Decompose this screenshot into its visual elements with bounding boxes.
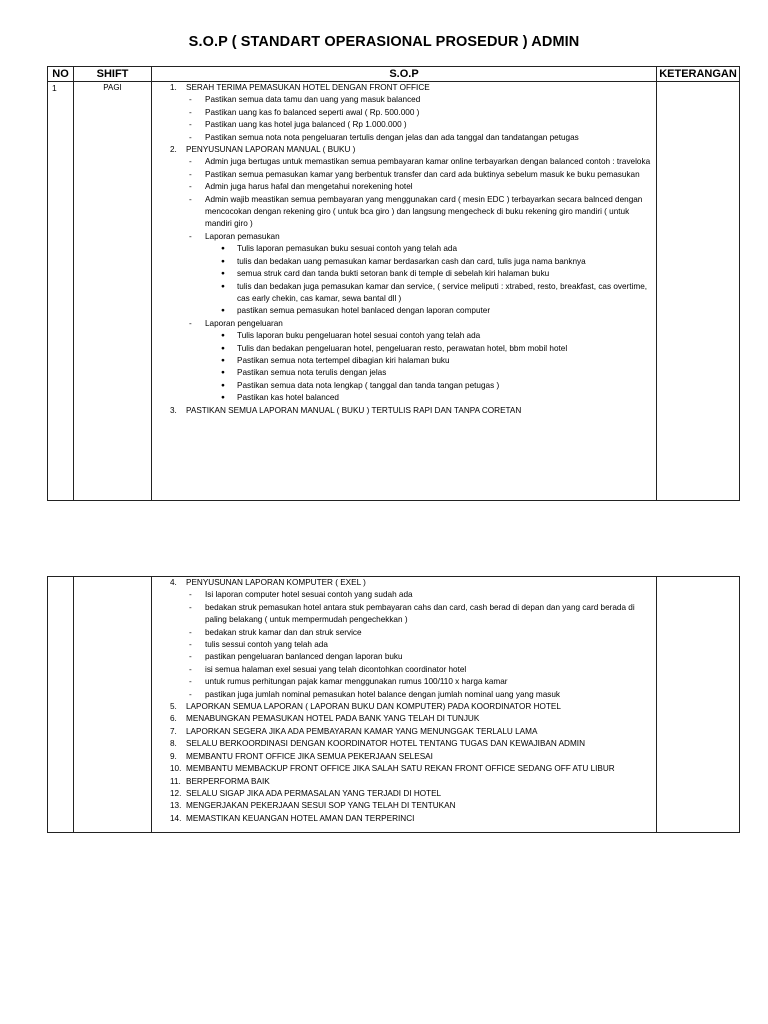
sop-item-text: LAPORKAN SEGERA JIKA ADA PEMBAYARAN KAMAR YANG MENUNGGAK TERLALU LAMA	[186, 726, 538, 736]
sop-bullet-item	[170, 380, 652, 392]
sop-bullet-item	[170, 305, 652, 317]
header-sop: S.O.P	[152, 67, 657, 82]
dash-marker: -	[189, 664, 192, 674]
sop-table-page-1	[47, 66, 740, 501]
bullet-icon: ●	[221, 369, 225, 377]
sop-item	[170, 788, 652, 800]
dash-marker: -	[189, 590, 192, 600]
bullet-icon: ●	[221, 307, 225, 315]
sop-item	[170, 701, 652, 713]
sop-subitem	[170, 589, 652, 601]
sop-subitem	[170, 119, 652, 131]
bullet-icon: ●	[221, 394, 225, 402]
sop-subitem-text: Admin juga bertugas untuk memastikan semua pembayaran kamar online terbayarkan dengan balanced contoh : traveloka	[205, 157, 651, 167]
sop-item-number: 14.	[170, 813, 182, 823]
dash-marker: -	[189, 120, 192, 130]
sop-bullet-item	[170, 268, 652, 280]
sop-item	[170, 726, 652, 738]
sop-subitem-text: tulis sessui contoh yang telah ada	[205, 640, 328, 650]
sop-subitem	[170, 94, 652, 106]
sop-item	[170, 763, 652, 775]
bullet-icon: ●	[221, 356, 225, 364]
sop-item	[170, 713, 652, 725]
sop-subitem-text: Laporan pengeluaran	[205, 318, 283, 328]
dash-marker: -	[189, 231, 192, 241]
sop-subitem	[170, 676, 652, 688]
sop-bullet-text: tulis dan bedakan uang pemasukan kamar berdasarkan cash dan card, tulis juga nama banknya	[237, 256, 586, 266]
sop-bullet-text: Pastikan semua nota terulis dengan jelas	[237, 368, 387, 378]
sop-item	[170, 813, 652, 825]
sop-item-number: 3.	[170, 405, 177, 415]
sop-item-number: 2.	[170, 145, 177, 155]
sop-bullet-item	[170, 355, 652, 367]
sop-item	[170, 577, 652, 589]
keterangan-cell	[657, 577, 740, 833]
sop-subitem-text: Admin juga harus hafal dan mengetahui norekening hotel	[205, 182, 413, 192]
keterangan-cell	[657, 82, 740, 501]
header-keterangan: KETERANGAN	[657, 67, 740, 82]
sop-bullet-text: Tulis laporan pemasukan buku sesuai contoh yang telah ada	[237, 244, 457, 254]
sop-bullet-item	[170, 243, 652, 255]
sop-subitem-text: Pastikan semua pemasukan kamar yang berbentuk transfer dan card ada buktinya sebelum masuk ke buku pemasukan	[205, 169, 640, 179]
bullet-icon: ●	[221, 257, 225, 265]
row-shift: PAGI	[74, 82, 152, 501]
sop-subitem-text: Laporan pemasukan	[205, 231, 280, 241]
sop-item-number: 1.	[170, 83, 177, 92]
sop-bullet-text: Tulis laporan buku pengeluaran hotel sesuai contoh yang telah ada	[237, 331, 481, 341]
sop-bullet-item	[170, 281, 652, 306]
sop-item-text: MENABUNGKAN PEMASUKAN HOTEL PADA BANK YANG TELAH DI TUNJUK	[186, 714, 480, 724]
sop-item-number: 13.	[170, 801, 182, 811]
sop-bullet-text: Tulis dan bedakan pengeluaran hotel, pengeluaran resto, perawatan hotel, bbm mobil hotel	[237, 343, 568, 353]
sop-item-number: 7.	[170, 726, 177, 736]
dash-marker: -	[189, 182, 192, 192]
sop-item-number: 8.	[170, 739, 177, 749]
bullet-icon: ●	[221, 344, 225, 352]
sop-subitem	[170, 156, 652, 168]
sop-bullet-text: semua struk card dan tanda bukti setoran bank di temple di sebelah kiri halaman buku	[237, 269, 550, 279]
sop-subitem-text: isi semua halaman exel sesuai yang telah dicontohkan coordinator hotel	[205, 664, 467, 674]
dash-marker: -	[189, 95, 192, 105]
sop-item-text: SELALU BERKOORDINASI DENGAN KOORDINATOR HOTEL TENTANG TUGAS DAN KEWAJIBAN ADMIN	[186, 739, 585, 749]
dash-marker: -	[189, 689, 192, 699]
sop-item-text: PASTIKAN SEMUA LAPORAN MANUAL ( BUKU ) TERTULIS RAPI DAN TANPA CORETAN	[186, 405, 522, 415]
sop-item-number: 11.	[170, 776, 181, 786]
page-title: S.O.P ( STANDART OPERASIONAL PROSEDUR ) ADMIN	[188, 34, 580, 50]
sop-item-text: PENYUSUNAN LAPORAN MANUAL ( BUKU )	[186, 145, 356, 155]
sop-subitem	[170, 107, 652, 119]
sop-item	[170, 800, 652, 812]
table-header-row	[48, 67, 740, 82]
bullet-icon: ●	[221, 381, 225, 389]
sop-item	[170, 405, 652, 417]
bullet-icon: ●	[221, 282, 225, 290]
sop-bullet-text: Pastikan semua nota tertempel dibagian kiri halaman buku	[237, 355, 450, 365]
sop-subitem	[170, 231, 652, 243]
sop-bullet-text: tulis dan bedakan juga pemasukan kamar dan service, ( service meliputi : xtrabed, resto, breakfast, cas overtime, cas early chekin, cas kamar, sewa bantal dll )	[237, 281, 648, 303]
sop-item-text: PENYUSUNAN LAPORAN KOMPUTER ( EXEL )	[186, 578, 366, 587]
sop-subitem-text: bedakan struk pemasukan hotel antara stuk pembayaran cahs dan card, cash berad di depan dan yang card berada di paling belakang ( untuk mempermudah pengechekkan )	[205, 602, 635, 625]
row-shift-empty	[74, 577, 152, 833]
sop-bullet-item	[170, 256, 652, 268]
sop-item-text: LAPORKAN SEMUA LAPORAN ( LAPORAN BUKU DAN KOMPUTER) PADA KOORDINATOR HOTEL	[186, 702, 561, 712]
sop-subitem	[170, 627, 652, 639]
table-row	[48, 82, 740, 501]
sop-subitem-text: pastikan pengeluaran banlanced dengan laporan buku	[205, 652, 403, 662]
sop-subitem-text: Admin wajib meastikan semua pembayaran yang menggunakan card ( mesin EDC ) terbayarkan secara balnced dengan mencocokan dengan rekening giro ( untuk bca giro ) dan langsung mengecheck di buku rekening giro mandiri ( untuk mandiri giro )	[205, 194, 643, 229]
row-number-empty	[48, 577, 74, 833]
sop-item	[170, 776, 652, 788]
sop-item	[170, 738, 652, 750]
sop-item	[170, 751, 652, 763]
sop-item-text: MEMBANTU FRONT OFFICE JIKA SEMUA PEKERJAAN SELESAI	[186, 751, 433, 761]
dash-marker: -	[189, 677, 192, 687]
bullet-icon: ●	[221, 245, 225, 253]
sop-item-text: BERPERFORMA BAIK	[186, 776, 270, 786]
sop-subitem	[170, 181, 652, 193]
sop-subitem	[170, 651, 652, 663]
dash-marker: -	[189, 169, 192, 179]
sop-bullet-text: pastikan semua pemasukan hotel banlaced dengan laporan computer	[237, 306, 491, 316]
sop-subitem	[170, 602, 652, 627]
sop-content	[152, 577, 657, 833]
sop-item-number: 5.	[170, 702, 177, 712]
sop-bullet-item	[170, 343, 652, 355]
sop-subitem-text: bedakan struk kamar dan dan struk service	[205, 627, 362, 637]
sop-item-number: 9.	[170, 751, 177, 761]
sop-subitem	[170, 194, 652, 231]
sop-subitem-text: Pastikan semua data tamu dan uang yang masuk balanced	[205, 95, 421, 105]
dash-marker: -	[189, 318, 192, 328]
row-number: 1	[48, 82, 74, 501]
dash-marker: -	[189, 132, 192, 142]
sop-subitem	[170, 689, 652, 701]
dash-marker: -	[189, 627, 192, 637]
sop-item-number: 4.	[170, 578, 177, 587]
sop-item	[170, 144, 652, 156]
sop-bullet-text: Pastikan kas hotel balanced	[237, 393, 339, 403]
sop-item-text: MEMBANTU MEMBACKUP FRONT OFFICE JIKA SALAH SATU REKAN FRONT OFFICE SEDANG OFF ATU LIBUR	[186, 764, 615, 774]
dash-marker: -	[189, 157, 192, 167]
sop-item	[170, 82, 652, 94]
dash-marker: -	[189, 652, 192, 662]
bullet-icon: ●	[221, 270, 225, 278]
dash-marker: -	[189, 107, 192, 117]
sop-item-number: 10.	[170, 764, 182, 774]
sop-bullet-item	[170, 330, 652, 342]
sop-item-text: MENGERJAKAN PEKERJAAN SESUI SOP YANG TELAH DI TENTUKAN	[186, 801, 456, 811]
sop-subitem	[170, 169, 652, 181]
sop-item-text: SERAH TERIMA PEMASUKAN HOTEL DENGAN FRONT OFFICE	[186, 83, 430, 92]
sop-item-number: 6.	[170, 714, 177, 724]
sop-subitem-text: Pastikan uang kas fo balanced seperti awal ( Rp. 500.000 )	[205, 107, 420, 117]
header-no: NO	[48, 67, 74, 82]
header-shift: SHIFT	[74, 67, 152, 82]
dash-marker: -	[189, 640, 192, 650]
sop-bullet-text: Pastikan semua data nota lengkap ( tanggal dan tanda tangan petugas )	[237, 380, 500, 390]
sop-subitem-text: Pastikan semua nota nota pengeluaran tertulis dengan jelas dan ada tanggal dan tandatangan petugas	[205, 132, 579, 142]
sop-subitem-text: pastikan juga jumlah nominal pemasukan hotel balance dengan jumlah nominal uang yang masuk	[205, 689, 561, 699]
dash-marker: -	[189, 602, 192, 612]
sop-subitem	[170, 639, 652, 651]
bullet-icon: ●	[221, 332, 225, 340]
table-row	[48, 577, 740, 833]
sop-item-text: SELALU SIGAP JIKA ADA PERMASALAN YANG TERJADI DI HOTEL	[186, 788, 442, 798]
sop-bullet-item	[170, 367, 652, 379]
sop-subitem-text: untuk rumus perhitungan pajak kamar menggunakan rumus 100/110 x harga kamar	[205, 677, 508, 687]
sop-table-page-2	[47, 576, 740, 833]
dash-marker: -	[189, 194, 192, 204]
sop-item-text: MEMASTIKAN KEUANGAN HOTEL AMAN DAN TERPERINCI	[186, 813, 415, 823]
sop-content	[152, 82, 657, 501]
sop-subitem-text: Isi laporan computer hotel sesuai contoh yang sudah ada	[205, 590, 413, 600]
sop-subitem	[170, 664, 652, 676]
sop-subitem	[170, 318, 652, 330]
sop-item-number: 12.	[170, 788, 182, 798]
sop-bullet-item	[170, 392, 652, 404]
sop-subitem	[170, 132, 652, 144]
sop-subitem-text: Pastikan uang kas hotel juga balanced ( Rp 1.000.000 )	[205, 120, 407, 130]
